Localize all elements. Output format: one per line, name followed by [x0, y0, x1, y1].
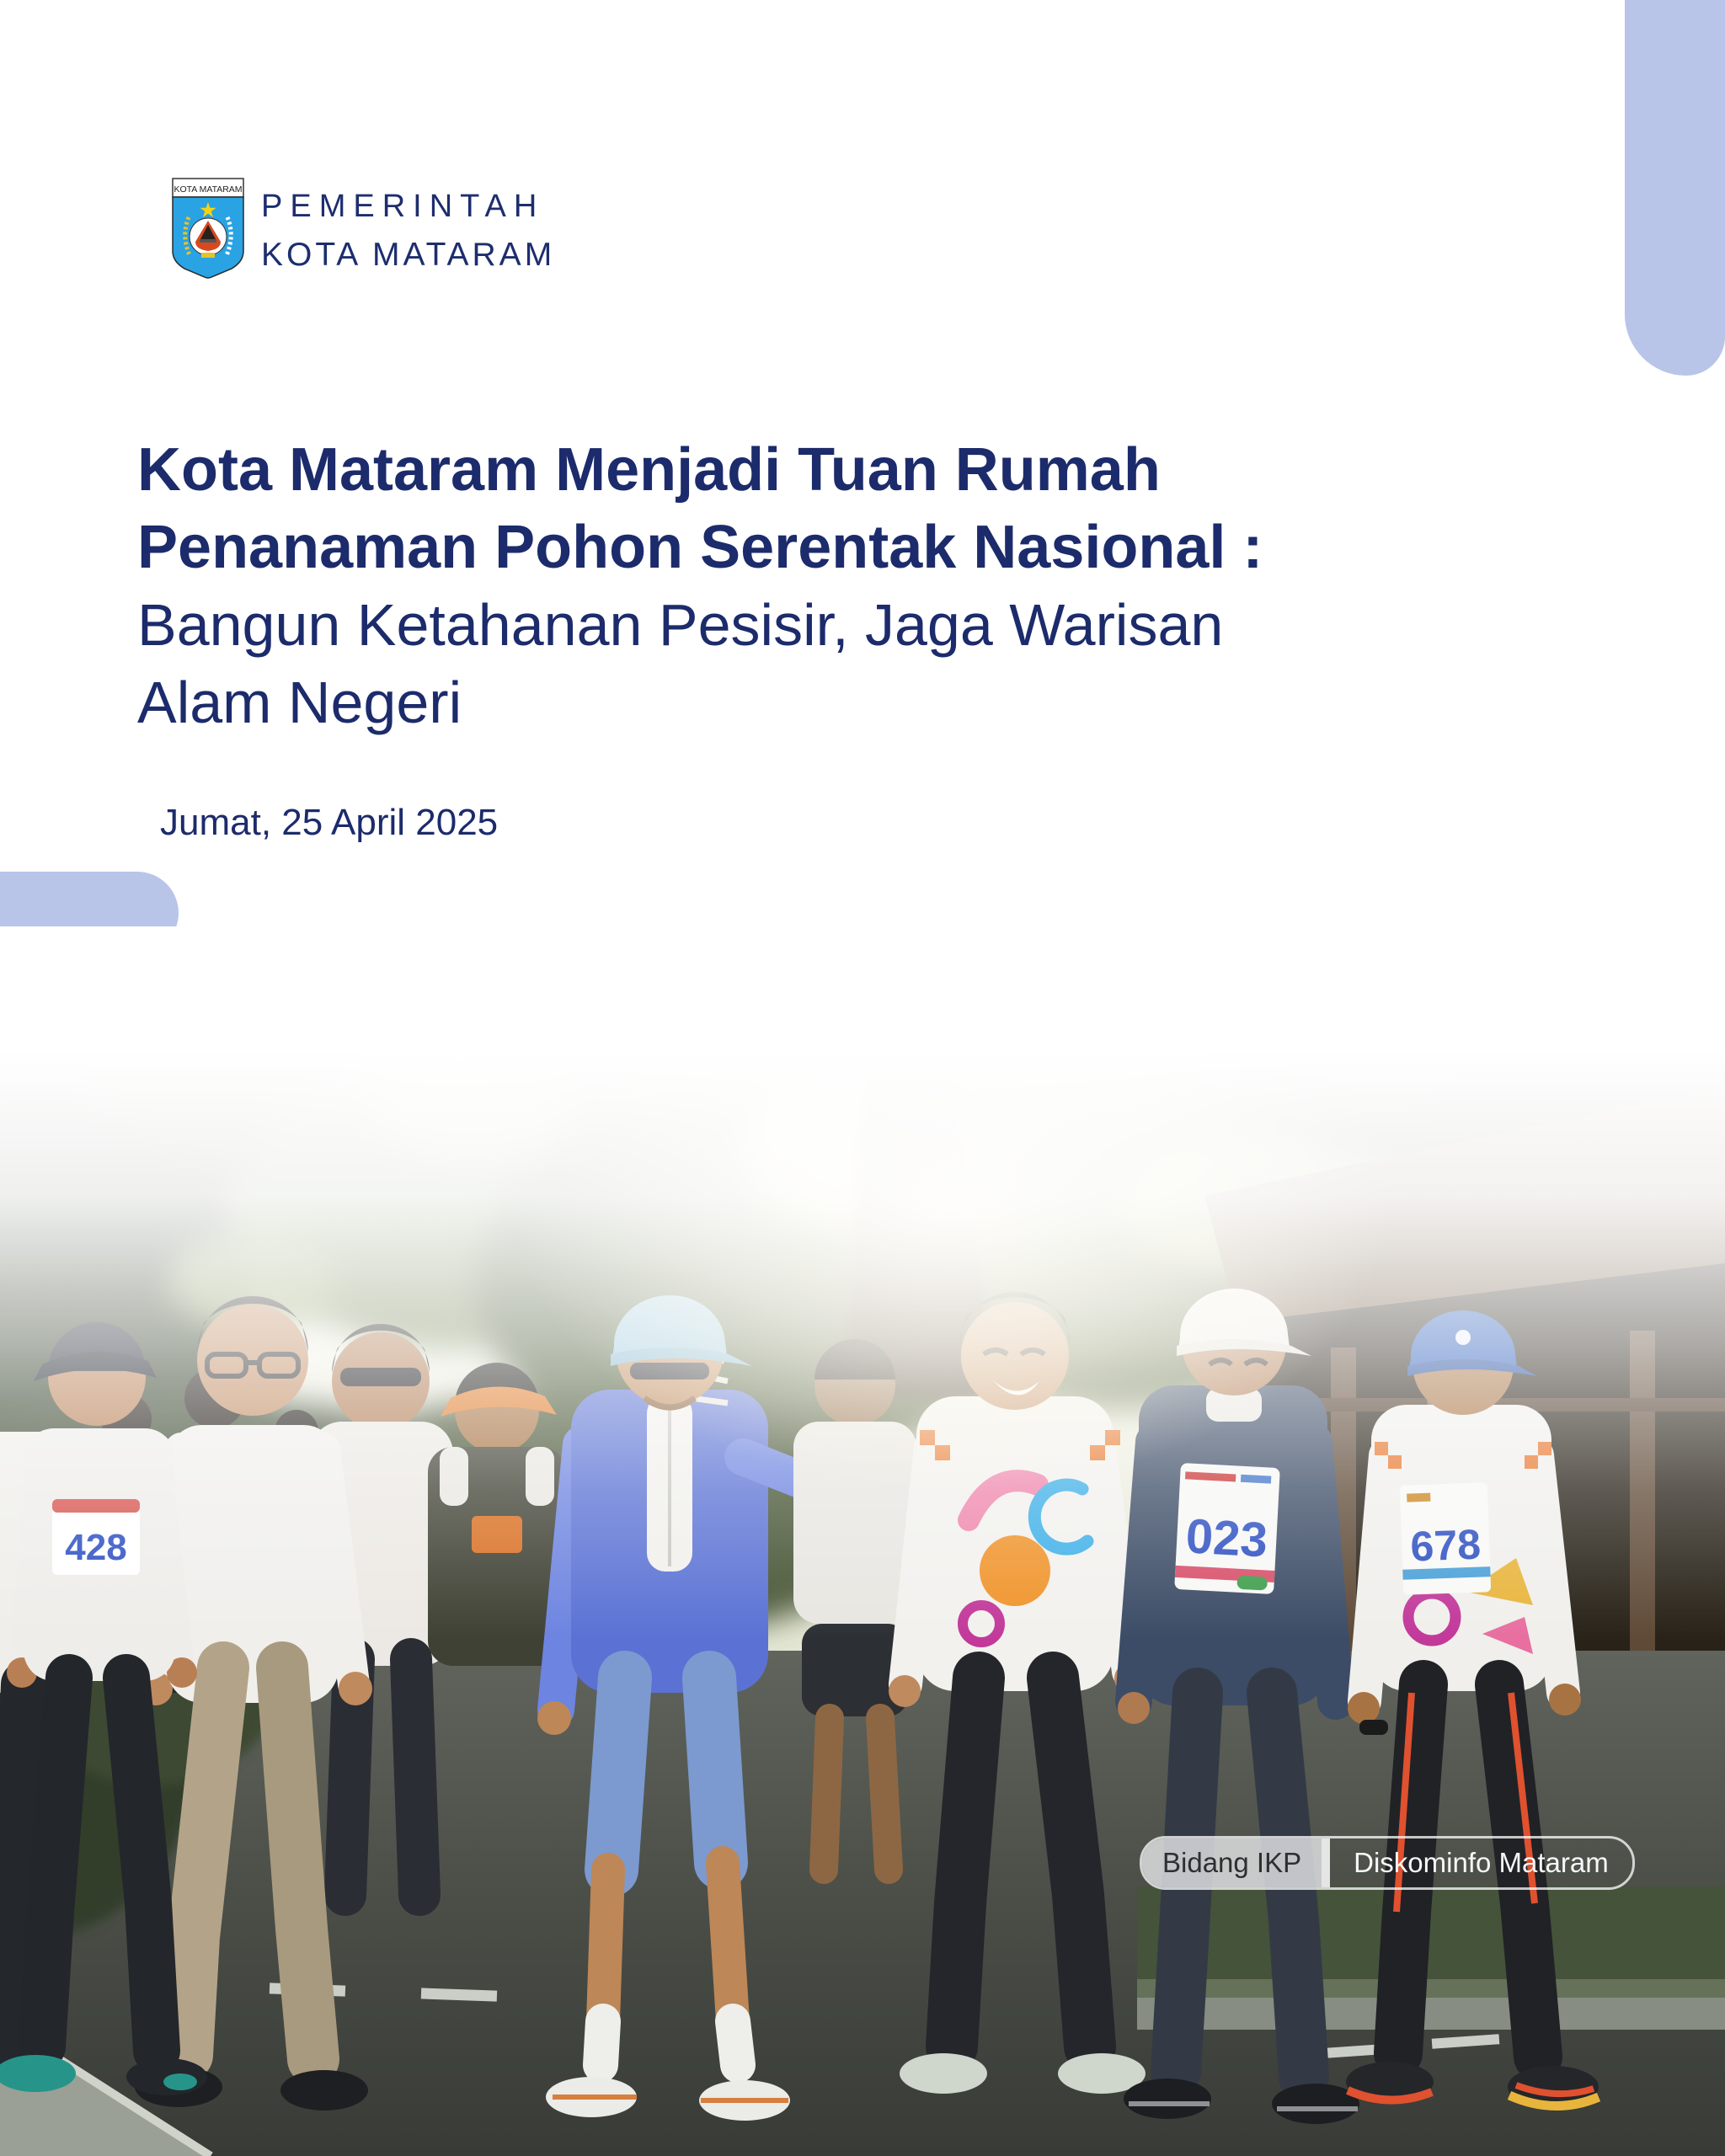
watermark-badge — [1140, 1836, 1635, 1890]
emblem-banner-text: KOTA MATARAM — [174, 184, 243, 195]
headline-bold-line2: Penanaman Pohon Serentak Nasional : — [137, 514, 1263, 581]
org-name-line2: KOTA MATARAM — [261, 237, 556, 273]
watermark-badge-right: Diskominfo Mataram — [1354, 1847, 1609, 1878]
headline-sub-line1: Bangun Ketahanan Pesisir, Jaga Warisan — [137, 592, 1224, 658]
watermark-badge-separator — [1322, 1838, 1330, 1887]
top-right-rounded-shape — [1625, 0, 1725, 376]
event-photo — [0, 926, 1725, 2156]
watermark-badge-left: Bidang IKP — [1142, 1838, 1322, 1887]
org-name — [261, 182, 555, 280]
headline-bold-line1: Kota Mataram Menjadi Tuan Rumah — [137, 436, 1161, 504]
headline — [137, 431, 1263, 741]
kota-mataram-emblem-icon — [171, 177, 245, 280]
org-name-line1: PEMERINTAH — [261, 189, 545, 224]
headline-sub-line2: Alam Negeri — [137, 670, 462, 735]
photo-top-fade — [0, 926, 1725, 2156]
date-text: Jumat, 25 April 2025 — [160, 802, 499, 843]
